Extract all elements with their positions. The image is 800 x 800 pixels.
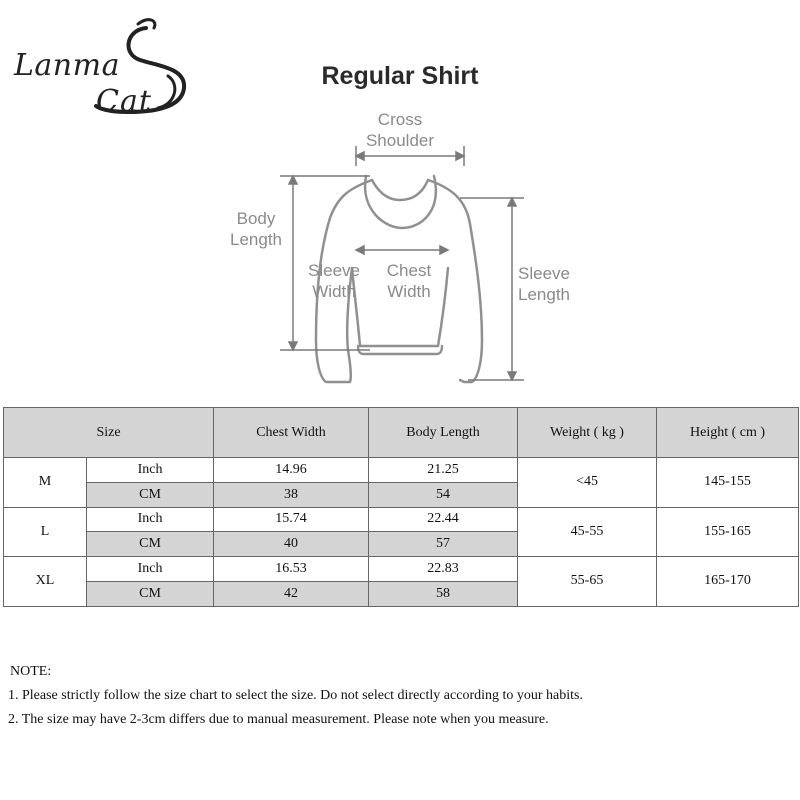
header-height: Height ( cm ): [657, 408, 799, 458]
label-sleeve-width: [298, 260, 370, 302]
table-header-row: [4, 408, 799, 458]
length-inch-cell: 22.83: [369, 557, 518, 582]
label-chest-width: [373, 260, 445, 302]
note-item: 2. The size may have 2-3cm differs due to manual measurement. Please note when you measure.: [8, 712, 549, 727]
header-chest-width: Chest Width: [214, 408, 369, 458]
weight-cell: 55-65: [518, 557, 657, 607]
label-sleeve-width-line1: Sleeve: [308, 261, 360, 280]
length-cm-cell: 57: [369, 532, 518, 557]
label-body-length-line1: Body: [236, 209, 276, 228]
label-sleeve-width-line2: Width: [312, 282, 356, 301]
unit-label-inch: Inch: [87, 458, 214, 483]
size-cell: XL: [4, 557, 87, 607]
label-cross-shoulder-line2: Shoulder: [365, 131, 435, 150]
weight-cell: 45-55: [518, 507, 657, 557]
size-cell: L: [4, 507, 87, 557]
header-body-length: Body Length: [369, 408, 518, 458]
label-body-length-line2: Length: [230, 230, 282, 249]
label-chest-width-line2: Width: [387, 282, 431, 301]
table-row: [4, 507, 799, 532]
length-inch-cell: 21.25: [369, 458, 518, 483]
label-chest-width-line1: Chest: [386, 261, 432, 280]
length-cm-cell: 58: [369, 581, 518, 606]
brand-name-line2: Cat: [96, 84, 152, 119]
size-cell: M: [4, 458, 87, 508]
height-cell: 145-155: [657, 458, 799, 508]
height-cell: 165-170: [657, 557, 799, 607]
length-inch-cell: 22.44: [369, 507, 518, 532]
chest-cm-cell: 42: [214, 581, 369, 606]
notes-section: [8, 660, 583, 732]
unit-label-cm: CM: [87, 532, 214, 557]
table-row: [4, 458, 799, 483]
unit-label-cm: CM: [87, 581, 214, 606]
chest-inch-cell: 14.96: [214, 458, 369, 483]
label-sleeve-length-line2: Length: [518, 285, 570, 304]
weight-cell: <45: [518, 458, 657, 508]
length-cm-cell: 54: [369, 482, 518, 507]
chest-inch-cell: 15.74: [214, 507, 369, 532]
chest-cm-cell: 40: [214, 532, 369, 557]
header-weight: Weight ( kg ): [518, 408, 657, 458]
brand-name-line1: Lanma: [14, 48, 120, 83]
notes-title: NOTE:: [10, 664, 52, 679]
unit-label-inch: Inch: [87, 507, 214, 532]
label-body-length: [220, 208, 292, 250]
size-chart-table: [3, 407, 799, 607]
unit-label-cm: CM: [87, 482, 214, 507]
label-sleeve-length: [508, 263, 580, 305]
height-cell: 155-165: [657, 507, 799, 557]
chest-cm-cell: 38: [214, 482, 369, 507]
unit-label-inch: Inch: [87, 557, 214, 582]
label-cross-shoulder: [364, 109, 436, 151]
table-row: [4, 557, 799, 582]
chest-inch-cell: 16.53: [214, 557, 369, 582]
label-cross-shoulder-line1: Cross: [377, 110, 423, 129]
note-item: 1. Please strictly follow the size chart to select the size. Do not select directly according to your habits.: [8, 688, 583, 703]
header-size: Size: [4, 408, 214, 458]
label-sleeve-length-line1: Sleeve: [518, 264, 570, 283]
brand-logo: [8, 8, 193, 123]
diagram-title: Regular Shirt: [321, 62, 479, 90]
